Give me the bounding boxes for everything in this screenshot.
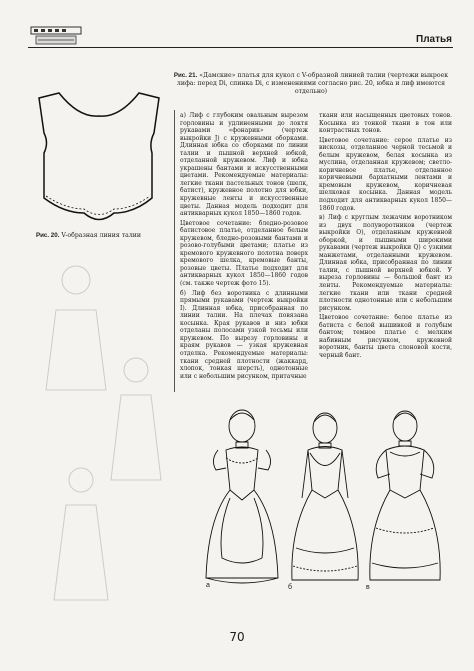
paragraph: Цветовое сочетание: серое платье из вискозы, отделанное черной тесьмой и белым кружевом, белая косынка из муслина, отделанная кружевом; светло-коричневое платье, отделанное коричневыми бархатными лентами и кремовым кружевом, коричневая шелковая косынка. Данная модель подходит для антикварных кукол 1850—1860 годов. xyxy=(319,136,452,212)
figure-label-c: в xyxy=(366,584,370,591)
figure-label-b: б xyxy=(288,584,293,591)
paragraph: Цветовое сочетание: бледно-розовое батистовое платье, отделанное белым кружевом, бледно-розовыми бантами и розово-голубыми цветами; платье из кремового кружевного полотна поверх кремового шелка, кремовые банты, розовые цветы. Платье подходит для антикварных кукол 1850—1860 годов (см. также чертеж фото 15). xyxy=(180,219,308,288)
section-title: Платья xyxy=(416,34,452,45)
header-divider xyxy=(28,47,453,48)
bodice-pattern-illustration xyxy=(34,88,164,228)
figure-20-caption xyxy=(36,232,176,239)
figure-21-caption xyxy=(170,72,452,96)
figure-20-label: Рис. 20. xyxy=(36,232,60,239)
figure-20-text: V-образная линия талии xyxy=(61,232,142,239)
background-doll-silhouettes xyxy=(36,250,176,630)
paragraph: в) Лиф с круглым лежачим воротником из двух полуворотников (чертеж выкройки O), отделанным кружевной оборкой, и пышными широкими рукавами (чертеж выкройки Q) с узкими манжетами, отделанными кружевом. Длинная юбка, присобранная по линии талии, с пышной верхней юбкой. У выреза горловины — большой бант из ленты. Рекомендуемые материалы: легкие ткани или ткани средней плотности однотонные или с небольшим рисунком. xyxy=(319,214,452,312)
page-number: 70 xyxy=(229,630,245,644)
figure-label-a: а xyxy=(206,582,210,589)
figure-21-text: «Дамские» платья для кукол с V-образной линией талии (чертежи выкроек лифа: перед Di, спинка Di, с изменениями согласно рис. 20, юбка и лиф имеются отдельно) xyxy=(176,72,449,95)
text-column-left xyxy=(180,112,308,382)
paragraph: Цветовое сочетание: белое платье из батиста с белой вышивкой и голубым бантом; темное платье с мелким набивным рисунком, кружевной воротник, банты цвета слоновой кости, черный бант. xyxy=(319,314,452,359)
figure-21-label: Рис. 21. xyxy=(173,72,198,79)
text-column-right xyxy=(319,112,452,362)
column-divider xyxy=(174,110,175,392)
paragraph: б) Лиф без воротника с длинными прямыми рукавами (чертеж выкройки I). Длинная юбка, присобранная по линии талии. На плечах повязана косынка. Края рукавов и низ юбки отделаны полосами узкой тесьмы или кружевом. По вырезу горловины и краям рукавов — узкая кружевная отделка. Рекомендуемые материалы: ткани средней плотности (жаккард, хлопок, тонкая шерсть), однотонные или с небольшим рисунком, притачные xyxy=(180,289,308,380)
publisher-logo xyxy=(30,26,82,46)
doll-dresses-illustration xyxy=(200,398,455,598)
paragraph: а) Лиф с глубоким овальным вырезом горловины и удлиненными до локтя рукавами «фонарик» (чертеж выкройки J) с кружевными оборками. Длинная юбка со сборками по линии талии и пышной верхней юбкой, отделанной кружевом. Лиф и юбка украшены бантами и искусственными цветами. Рекомендуемые материалы: легкие ткани пастельных тонов (шелк, батист), кружевное полотно для юбки, кружевные ленты и искусственные цветы. Данная модель подходит для антикварных кукол 1850—1860 годов. xyxy=(180,112,308,218)
paragraph: ткани или насыщенных цветовых тонов. Косынка из тонкой ткани в тон или контрастных тонов. xyxy=(319,112,452,135)
